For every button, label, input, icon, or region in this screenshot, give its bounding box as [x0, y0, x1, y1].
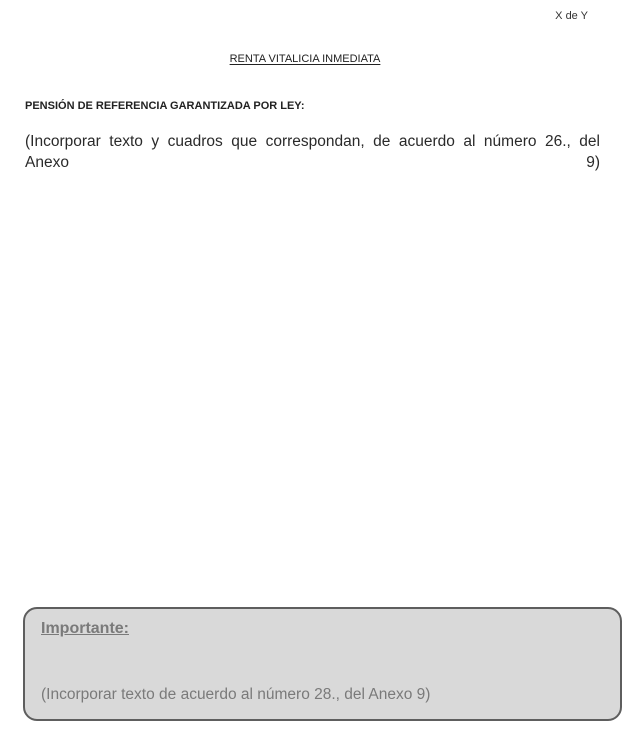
document-title-text: RENTA VITALICIA INMEDIATA [229, 53, 381, 65]
section-heading: PENSIÓN DE REFERENCIA GARANTIZADA POR LEY: [25, 100, 305, 112]
body-text: (Incorporar texto y cuadros que correspondan, de acuerdo al número 26., del Anexo 9) [25, 133, 600, 171]
page-number: X de Y [555, 10, 588, 22]
important-box [23, 607, 622, 721]
important-title: Importante: [41, 620, 129, 637]
important-text: (Incorporar texto de acuerdo al número 28., del Anexo 9) [41, 686, 431, 703]
document-title [0, 53, 610, 65]
